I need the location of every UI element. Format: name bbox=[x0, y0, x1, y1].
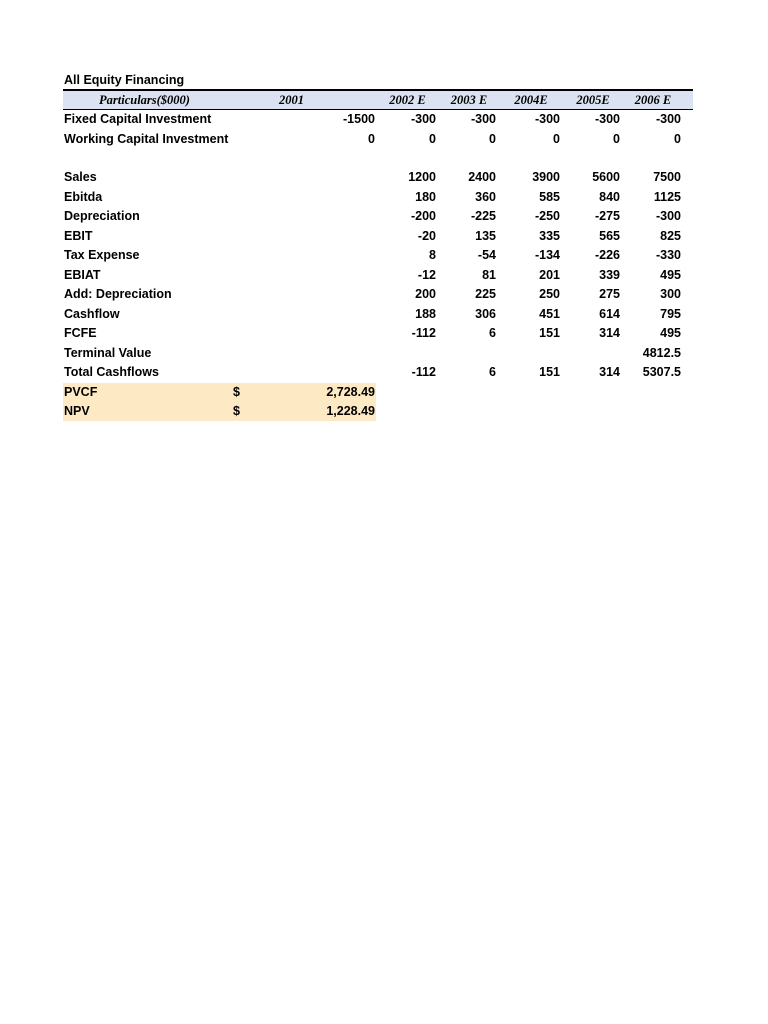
cell-2003: -54 bbox=[477, 248, 496, 262]
cell-2005: -226 bbox=[594, 248, 620, 262]
cell-2006: 795 bbox=[660, 306, 681, 321]
row-label: FCFE bbox=[64, 326, 97, 340]
cell-2003: 6 bbox=[489, 326, 496, 340]
cell-2003: 306 bbox=[475, 306, 496, 321]
row-label: Cashflow bbox=[64, 306, 120, 321]
table-row-depreciation bbox=[63, 207, 693, 227]
cell-2001 bbox=[283, 324, 376, 344]
cell-2005: 840 bbox=[599, 189, 620, 204]
cell-2002: -112 bbox=[411, 365, 436, 379]
cell-2001 bbox=[283, 168, 376, 188]
row-currency bbox=[233, 305, 283, 325]
cell-2005: 565 bbox=[599, 228, 620, 243]
cell-2004: -134 bbox=[534, 248, 560, 262]
cell-2006: 4812.5 bbox=[642, 345, 681, 360]
cell-2002: 1200 bbox=[408, 170, 436, 184]
summary-currency: $ bbox=[233, 384, 240, 399]
table-row-fcfe bbox=[63, 324, 693, 344]
cell-2001: -1500 bbox=[343, 112, 375, 126]
summary-label: PVCF bbox=[64, 384, 98, 399]
table-row-add-depreciation bbox=[63, 285, 693, 305]
row-label: Total Cashflows bbox=[64, 365, 159, 379]
table-row-tax-expense bbox=[63, 246, 693, 266]
row-label: Ebitda bbox=[64, 189, 103, 204]
cell-2005: 339 bbox=[599, 267, 620, 282]
row-label: Tax Expense bbox=[64, 248, 140, 262]
cell-2003: 135 bbox=[475, 228, 496, 243]
header-particulars: Particulars($000) bbox=[99, 93, 190, 107]
cell-2002: -300 bbox=[410, 112, 436, 126]
cell-2003: 225 bbox=[475, 287, 496, 301]
cell-2001 bbox=[283, 266, 376, 286]
table-row-total-cashflows bbox=[63, 363, 693, 383]
cell-2003: 360 bbox=[475, 189, 496, 204]
cell-2005: -300 bbox=[594, 112, 620, 126]
row-currency bbox=[233, 266, 283, 286]
cell-2005: 275 bbox=[599, 287, 620, 301]
cell-2004: 151 bbox=[539, 365, 560, 379]
cell-2006: 5307.5 bbox=[642, 365, 681, 379]
header-2001: 2001 bbox=[279, 93, 304, 107]
cell-2002: 200 bbox=[415, 287, 436, 301]
row-label: EBIAT bbox=[64, 267, 101, 282]
cell-2004: 451 bbox=[539, 306, 560, 321]
table-row-cashflow bbox=[63, 305, 693, 325]
cell-2004 bbox=[499, 344, 563, 364]
cell-2003: 81 bbox=[482, 267, 496, 282]
cell-2001 bbox=[283, 344, 376, 364]
cell-2003: -225 bbox=[470, 209, 496, 223]
cell-2002: -12 bbox=[417, 267, 436, 282]
row-currency bbox=[233, 285, 283, 305]
cell-2005 bbox=[563, 344, 623, 364]
cell-2002: 180 bbox=[415, 189, 436, 204]
cell-2004: 585 bbox=[539, 189, 560, 204]
cell-2004: 250 bbox=[539, 287, 560, 301]
row-currency bbox=[233, 227, 283, 247]
table-row-sales bbox=[63, 168, 693, 188]
cell-2001 bbox=[283, 305, 376, 325]
cell-2002: -200 bbox=[410, 209, 436, 223]
cell-2005: 314 bbox=[599, 365, 620, 379]
table-row-ebitda bbox=[63, 188, 693, 208]
row-currency bbox=[233, 344, 283, 364]
cell-2005: -275 bbox=[594, 209, 620, 223]
row-currency bbox=[233, 110, 283, 130]
summary-label: NPV bbox=[64, 403, 90, 418]
cell-2002: 8 bbox=[429, 248, 436, 262]
row-label: Sales bbox=[64, 170, 97, 184]
cell-2002: 0 bbox=[429, 131, 436, 146]
cell-2002: 188 bbox=[415, 306, 436, 321]
header-2004: 2004E bbox=[514, 93, 548, 107]
cell-2003: -300 bbox=[470, 112, 496, 126]
summary-currency: $ bbox=[233, 403, 240, 418]
cell-2005: 314 bbox=[599, 326, 620, 340]
table-header-row bbox=[63, 89, 693, 110]
cell-2002: -20 bbox=[417, 228, 436, 243]
cell-2004: 0 bbox=[553, 131, 560, 146]
cell-2001 bbox=[283, 227, 376, 247]
table-row-fixed-capital bbox=[63, 110, 693, 130]
cell-2006: 0 bbox=[674, 131, 681, 146]
cell-2001: 0 bbox=[368, 131, 375, 146]
row-currency bbox=[233, 363, 283, 383]
table-row-ebiat bbox=[63, 266, 693, 286]
cell-2004: 3900 bbox=[532, 170, 560, 184]
row-label: Fixed Capital Investment bbox=[64, 112, 212, 126]
cell-2001 bbox=[283, 246, 376, 266]
header-2003: 2003 E bbox=[450, 93, 488, 107]
cell-2005: 5600 bbox=[592, 170, 620, 184]
header-2005: 2005E bbox=[576, 93, 610, 107]
cell-2001 bbox=[283, 285, 376, 305]
row-currency bbox=[233, 188, 283, 208]
cell-2006: 825 bbox=[660, 228, 681, 243]
summary-row-pvcf bbox=[63, 383, 376, 402]
cell-2006: 7500 bbox=[653, 170, 681, 184]
summary-value: 1,228.49 bbox=[326, 403, 375, 418]
row-currency bbox=[233, 168, 283, 188]
cell-2003 bbox=[439, 344, 499, 364]
header-2002: 2002 E bbox=[389, 93, 426, 107]
cell-2006: -300 bbox=[655, 112, 681, 126]
cell-2004: 335 bbox=[539, 228, 560, 243]
cell-2006: -300 bbox=[655, 209, 681, 223]
cell-2003: 2400 bbox=[468, 170, 496, 184]
row-label: Depreciation bbox=[64, 209, 140, 223]
table-row-terminal-value bbox=[63, 344, 693, 364]
row-label: Working Capital Investment bbox=[64, 131, 229, 146]
row-label: EBIT bbox=[64, 228, 93, 243]
cell-2002: -112 bbox=[411, 326, 436, 340]
row-currency bbox=[233, 324, 283, 344]
cell-2006: 495 bbox=[660, 267, 681, 282]
row-currency bbox=[233, 130, 283, 150]
row-label: Terminal Value bbox=[64, 345, 152, 360]
spreadsheet bbox=[63, 72, 693, 421]
cell-2006: 495 bbox=[660, 326, 681, 340]
cell-2004: -300 bbox=[534, 112, 560, 126]
row-label: Add: Depreciation bbox=[64, 287, 172, 301]
cell-2006: -330 bbox=[655, 248, 681, 262]
cell-2006: 1125 bbox=[653, 189, 681, 204]
cell-2003: 6 bbox=[489, 365, 496, 379]
cell-2004: -250 bbox=[534, 209, 560, 223]
summary-row-npv bbox=[63, 402, 376, 421]
cell-2006: 300 bbox=[660, 287, 681, 301]
summary-value: 2,728.49 bbox=[326, 384, 375, 399]
row-currency bbox=[233, 246, 283, 266]
table-row-working-capital bbox=[63, 130, 693, 150]
summary-block bbox=[63, 383, 376, 421]
cell-2001 bbox=[283, 363, 376, 383]
cell-2005: 614 bbox=[599, 306, 620, 321]
table-row-blank bbox=[63, 149, 693, 168]
cell-2004: 151 bbox=[539, 326, 560, 340]
table-title: All Equity Financing bbox=[64, 73, 185, 87]
row-currency bbox=[233, 207, 283, 227]
cell-2001 bbox=[283, 207, 376, 227]
cell-2003: 0 bbox=[489, 131, 496, 146]
cell-2001 bbox=[283, 188, 376, 208]
cell-2002 bbox=[376, 344, 439, 364]
cell-2005: 0 bbox=[613, 131, 620, 146]
header-2006: 2006 E bbox=[634, 93, 672, 107]
cell-2004: 201 bbox=[539, 267, 560, 282]
table-row-ebit bbox=[63, 227, 693, 247]
